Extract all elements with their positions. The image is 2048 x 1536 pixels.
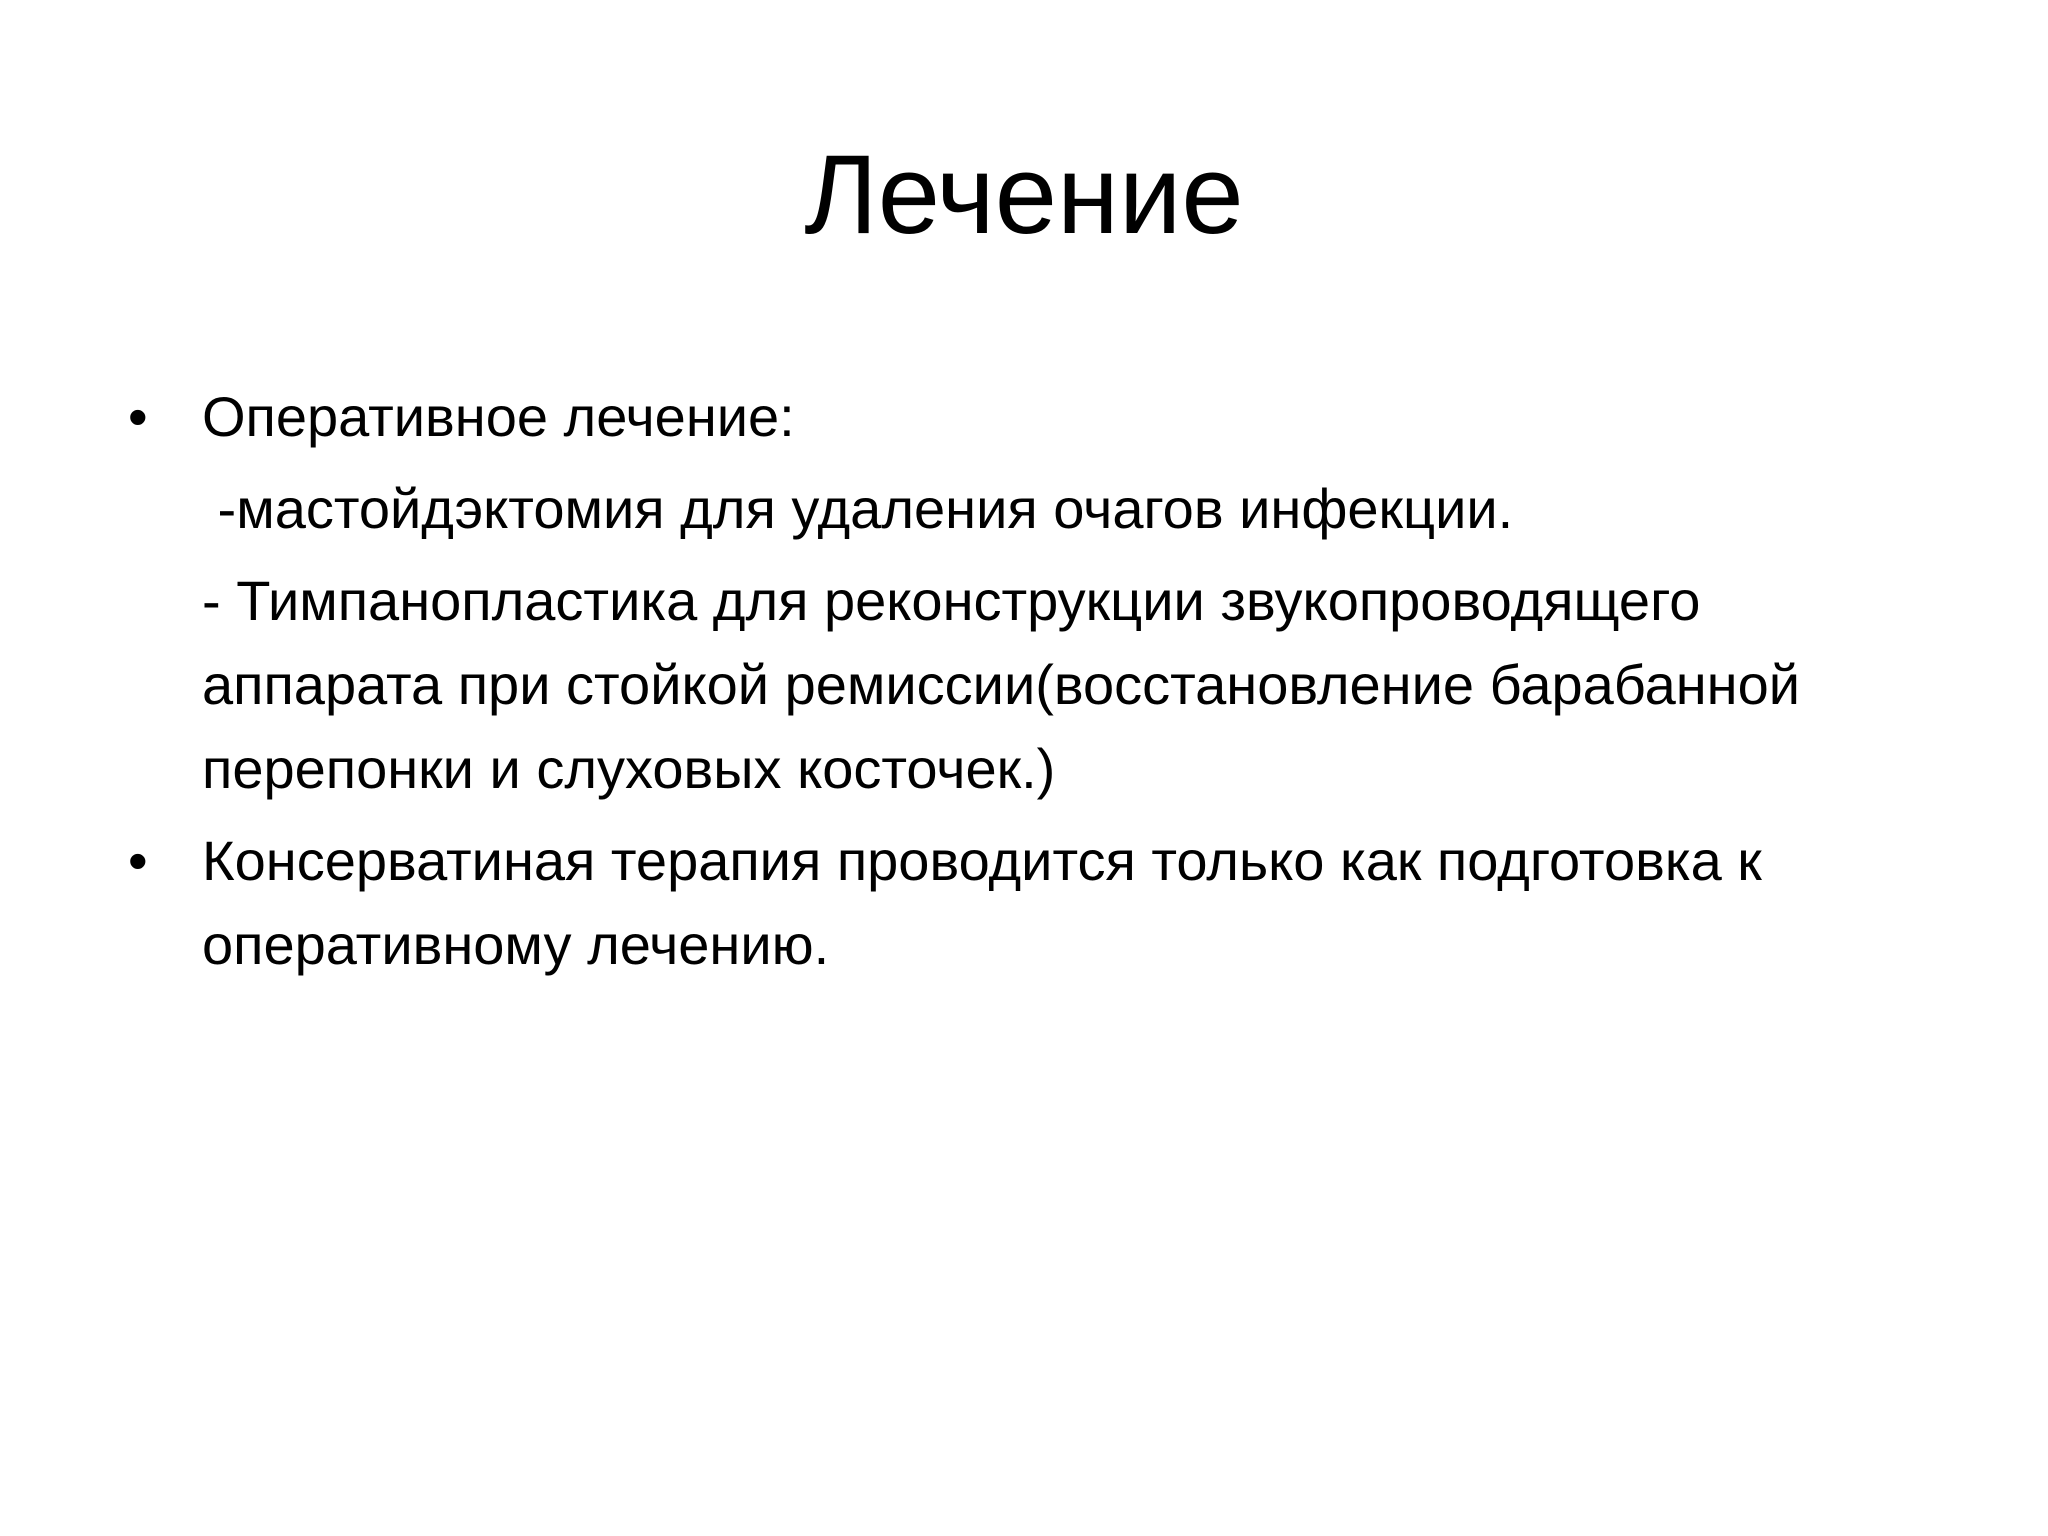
slide-content [120,375,1950,987]
slide-title: Лечение [804,132,1244,257]
bullet-text: Консерватиная терапия проводится только как подготовка к оперативному лечению. [202,829,1762,976]
bullet-item-conservative [120,819,1950,987]
sub-line-text: -мастойдэктомия для удаления очагов инфекции. [202,477,1514,540]
bullet-icon: • [128,829,148,892]
bullet-icon: • [128,385,148,448]
sub-line-tympanoplasty [120,559,1950,811]
bullet-item-operative [120,375,1950,459]
sub-line-mastoidectomy [120,467,1950,551]
sub-line-text: - Тимпанопластика для реконструкции звукопроводящего аппарата при стойкой ремиссии(восстановление барабанной перепонки и слуховых косточек.) [202,569,1800,800]
bullet-text: Оперативное лечение: [202,385,795,448]
